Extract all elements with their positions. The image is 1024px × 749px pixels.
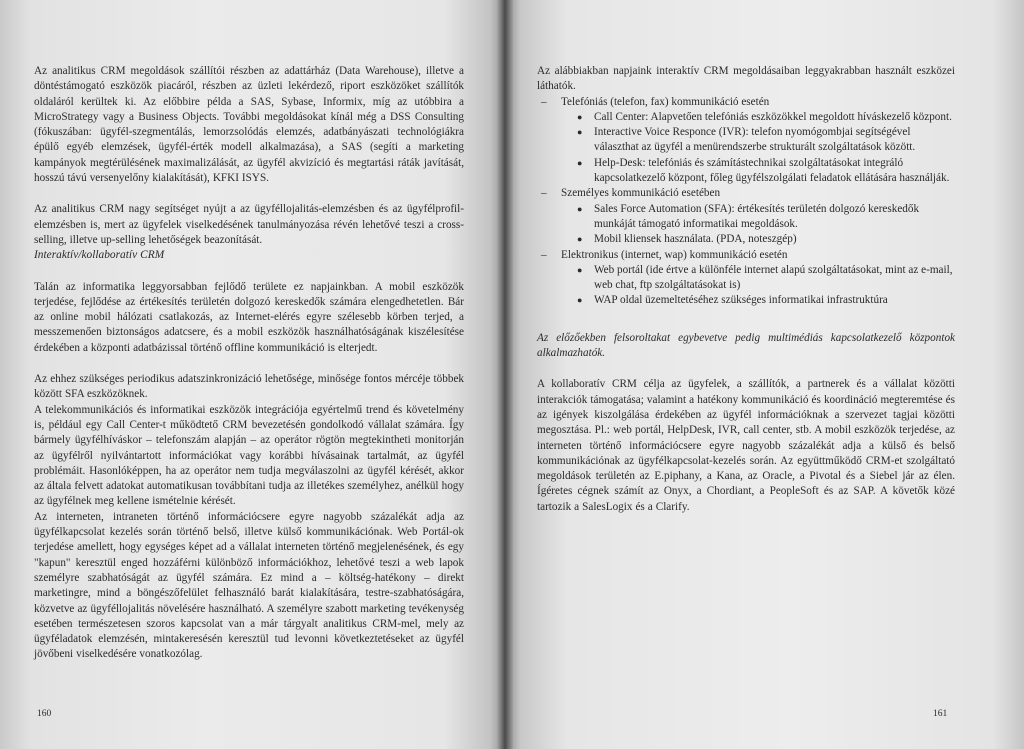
left-paragraph: Az ehhez szükséges periodikus adatszinkronizáció lehetősége, minősége fontos mércéje többek között SFA eszközöknek. bbox=[34, 373, 464, 401]
left-paragraph: Az analitikus CRM nagy segítséget nyújt a az ügyféllojalitás-elemzésben és az ügyfélprofil-elemzésben is, mert az ügyfelek viselkedésének tanulmányozása révén lehetővé teszi a cross-selling, illetve up-selling lehetőségek beazonítását. bbox=[34, 203, 464, 246]
list-item-text: Help-Desk: telefóniás és számítástechnikai szolgáltatásokat integráló kapcsolatkezelő központ, főleg ügyfélszolgálati feladatok ellátására használják. bbox=[594, 156, 950, 185]
page-number-right: 161 bbox=[933, 709, 948, 719]
list-item-text: Mobil kliensek használata. (PDA, noteszgép) bbox=[594, 233, 797, 246]
left-paragraph: Talán az informatika leggyorsabban fejlődő területe ez napjainkban. A mobil eszközök terjedése, fejlődése az értékesítés területén dolgozó kereskedők számára elengedhetetlen. Bár az online mobil hálózati csatlakozás, az Internet-elérés egyre szélesebb körben terjed, a messzemenően biztonságos adatcsere, és a mobil eszközök használhatóságának kiszélesítése érdekében a központi adatbázissal történő offline kommunikáció is elterjedt. bbox=[34, 280, 464, 354]
group-label: Telefóniás (telefon, fax) kommunikáció esetén bbox=[561, 95, 770, 108]
right-intro: Az alábbiakban napjaink interaktív CRM megoldásaiban leggyakrabban használt eszközei láthatók. bbox=[537, 65, 955, 93]
list-item bbox=[537, 202, 955, 233]
left-paragraph: A telekommunikációs és informatikai eszközök integrációja egyértelmű trend és követelmény is, például egy Call Center-t működtető CRM bevezetésén gondolkodó vállalat számára. Így bármely ügyfélhíváskor – telefonszám alapján – az operátor rögtön megtekintheti monitorján az ügyfélről nyilvántartott információkat vagy korábbi hívásainak tartalmát, az ügyfél problémáit. Hasonlóképpen, ha az operátor nem tudja megválaszolni az ügyfél kérését, akkor az általa felvett adatokat automatikusan továbbítani tudja az illetékes személyhez, anélkül hogy az ügyfélnek meg kellene ismételnie kérését. bbox=[34, 403, 464, 508]
list-item-text: Web portál (ide értve a különféle internet alapú szolgáltatásokat, mint az e-mail, web chat, ftp szolgáltatásokat is) bbox=[594, 263, 953, 292]
list-item bbox=[537, 232, 955, 247]
list-item-text: Call Center: Alapvetően telefóniás eszközökkel megoldott híváskezelő központ. bbox=[594, 110, 952, 123]
section-title: Interaktív/kollaboratív CRM bbox=[34, 249, 165, 262]
right-closing-paragraph: A kollaboratív CRM célja az ügyfelek, a szállítók, a partnerek és a vállalat közötti interakciók támogatása; valamint a hatékony kommunikáció és koordináció megteremtése és az igények kiszolgálása érdekében az ügyfél információknak a szervezet tagjai közötti megosztása. Pl.: web portál, HelpDesk, IVR, call center, stb. A mobil eszközök terjedése, az interneten történő információcsere egyre nagyobb százalékát adja a külső és belső kommunikációnak az ügyfélkapcsolat-kezelés során. Az együttműködő CRM-et szolgáltató megoldások területén az E.piphany, a Kana, az Oracle, a Pivotal és a Siebel jár az élen. Ígéretes cégnek számít az Onyx, a Chordiant, a PeopleSoft és az SAP. A követők közé tartozik a SalesLogix és a Clarify. bbox=[537, 378, 955, 513]
right-text-column bbox=[537, 64, 955, 515]
list-item-text: WAP oldal üzemeltetéséhez szükséges informatikai infrastruktúra bbox=[594, 294, 888, 307]
bullet-marker: ● bbox=[577, 295, 583, 306]
bullet-marker: ● bbox=[577, 264, 583, 275]
dash-marker: – bbox=[541, 248, 547, 261]
list-item-text: Sales Force Automation (SFA): értékesítés területén dolgozó kereskedők munkáját támogató informatikai megoldások. bbox=[594, 202, 920, 230]
group-label: Személyes kommunikáció esetében bbox=[561, 187, 721, 200]
left-paragraph: Az interneten, intraneten történő információcsere egyre nagyobb százalékát adja az ügyfélkapcsolat kezelés során történő belső, illetve külső kommunikációnak. Web Portál-ok terjedése amellett, hogy egységes képet ad a vállalat interneten történő megjelenésének, és egy "kapun" keresztül enged hozzáférni különböző információkhoz, lehetővé teszi a web lapok személyre szabhatóságát az ügyfél számára. Ez mind a – költség-hatékony – direkt marketingre, mind a böngészőfelület felhasználó barát kialakítására, testre-szabhatóságára, közvetve az ügyféllojalitás növelésére használható. A személyre szabott marketing tevékenység esetében természetesen szoros kapcsolat van a már tárgyalt analitikus CRM-mel, mely az ügyféladatok elemzésén, mintakeresésén keresztül tud levonni következtetéseket az ügyfél jövőbeni viselkedésére vonatkozólag. bbox=[34, 510, 464, 661]
group-heading bbox=[537, 248, 955, 263]
list-item bbox=[537, 125, 955, 156]
bullet-marker: ● bbox=[577, 157, 583, 168]
book-spine bbox=[497, 0, 513, 749]
group-heading bbox=[537, 186, 955, 201]
bullet-marker: ● bbox=[577, 111, 583, 122]
bullet-marker: ● bbox=[577, 203, 583, 214]
left-page bbox=[0, 0, 505, 749]
italic-note: Az előzőekben felsoroltakat egybevetve pedig multimédiás kapcsolatkezelő központok alkalmazhatók. bbox=[537, 331, 955, 360]
left-text-column bbox=[34, 64, 464, 663]
bullet-marker: ● bbox=[577, 234, 583, 245]
group-heading bbox=[537, 95, 955, 110]
list-item-text: Interactive Voice Responce (IVR): telefon nyomógombjai segítségével választhat az ügyfél a menürendszerbe strukturált szolgáltatások között. bbox=[594, 126, 916, 154]
group-label: Elektronikus (internet, wap) kommunikáció esetén bbox=[561, 248, 788, 261]
dash-marker: – bbox=[541, 95, 547, 108]
bullet-marker: ● bbox=[577, 127, 583, 138]
list-item bbox=[537, 156, 955, 187]
page-number-left: 160 bbox=[37, 709, 52, 719]
left-paragraph: Az analitikus CRM megoldások szállítói részben az adattárház (Data Warehouse), illetve a döntéstámogató eszközök piacáról, részben az üzleti lekérdező, riport eszközöket szállítók oldaláról kerültek ki. Az előbbire példa a SAS, Sybase, Informix, míg az utóbbira a MicroStrategy vagy a Business Objects. További megoldásokat kínál még a DSS Consulting (fókuszában: ügyfél-szegmentálás, lemorzsolódás elemzés, adatbányászati technológiákra épülő egyéb elemzések, ügyfél-érték modell alkalmazása), a SAS (segíti a marketing kampányok megtérülésének maximalizálását, az ügyfél akvizíció és megtartási ráták javítását, hosszú távú versenyelőny kialakítását), KFKI ISYS. bbox=[34, 65, 464, 185]
list-item bbox=[537, 110, 955, 125]
dash-marker: – bbox=[541, 187, 547, 200]
list-item bbox=[537, 293, 955, 308]
list-item bbox=[537, 263, 955, 294]
